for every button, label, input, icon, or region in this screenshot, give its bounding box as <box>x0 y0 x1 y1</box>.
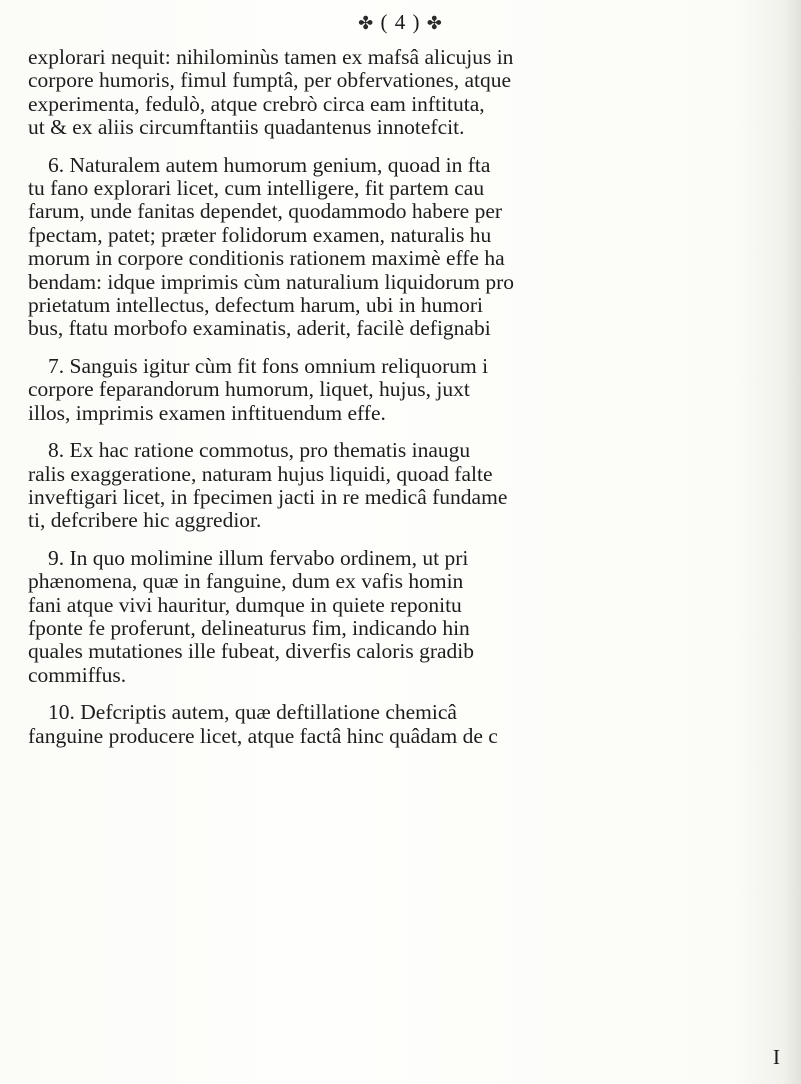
page-header <box>0 10 801 35</box>
text-line: corpore humoris, fimul fumptâ, per obfervationes, atque <box>28 69 512 93</box>
catchword: I <box>772 1045 780 1069</box>
text-line: inveftigari licet, in fpecimen jacti in re medicâ fundame <box>28 485 508 509</box>
text-line: farum, unde fanitas dependet, quodammodo habere per <box>28 200 503 224</box>
paragraph <box>28 46 780 140</box>
text-line: prietatum intellectus, defectum harum, ubi in humori <box>28 294 483 318</box>
text-line: ralis exaggeratione, naturam hujus liquidi, quoad falte <box>28 462 493 486</box>
text-line: experimenta, fedulò, atque crebrò circa eam inftituta, <box>28 92 485 116</box>
text-line: 10. Defcriptis autem, quæ deftillatione chemicâ <box>48 701 457 725</box>
text-line: phænomena, quæ in fanguine, dum ex vafis homin <box>28 570 464 594</box>
paragraph <box>28 701 780 748</box>
text-line: bendam: idque imprimis cùm naturalium liquidorum pro <box>28 270 515 294</box>
page-number: ( 4 ) <box>380 10 421 34</box>
paragraph <box>28 439 780 533</box>
text-line: commiffus. <box>28 663 127 687</box>
text-line: bus, ftatu morbofo examinatis, aderit, facilè defignabi <box>28 317 491 341</box>
text-line: fpectam, patet; præter folidorum examen, naturalis hu <box>28 223 492 247</box>
text-line: fani atque vivi hauritur, dumque in quiete reponitu <box>28 593 462 617</box>
text-line: morum in corpore conditionis rationem maximè effe ha <box>28 247 505 271</box>
text-line: corpore feparandorum humorum, liquet, hujus, juxt <box>28 378 470 402</box>
ornament-icon: ✤ <box>426 13 443 33</box>
text-line: ti, defcribere hic aggredior. <box>28 509 262 533</box>
paragraph <box>28 154 780 341</box>
text-line: explorari nequit: nihilominùs tamen ex mafsâ alicujus in <box>28 46 514 69</box>
text-line: fanguine producere licet, atque factâ hinc quâdam de c <box>28 724 498 748</box>
page-edge-shadow <box>783 0 801 1084</box>
ornament-icon: ✤ <box>358 13 375 33</box>
text-line: ut & ex aliis circumftantiis quadantenus innotefcit. <box>28 116 465 140</box>
text-line: 6. Naturalem autem humorum genium, quoad in fta <box>48 153 491 177</box>
text-line: fponte fe proferunt, delineaturus fim, indicando hin <box>28 616 470 640</box>
paragraph <box>28 547 780 687</box>
text-line: 7. Sanguis igitur cùm fit fons omnium reliquorum i <box>48 354 489 378</box>
paragraph <box>28 355 780 425</box>
text-line: illos, imprimis examen inftituendum effe. <box>28 401 386 425</box>
text-line: 8. Ex hac ratione commotus, pro thematis inaugu <box>48 439 471 463</box>
body-text <box>28 46 780 748</box>
text-line: 9. In quo molimine illum fervabo ordinem, ut pri <box>48 546 469 570</box>
text-line: quales mutationes ille fubeat, diverfis caloris gradib <box>28 640 474 664</box>
text-line: tu fano explorari licet, cum intelligere, fit partem cau <box>28 177 485 201</box>
